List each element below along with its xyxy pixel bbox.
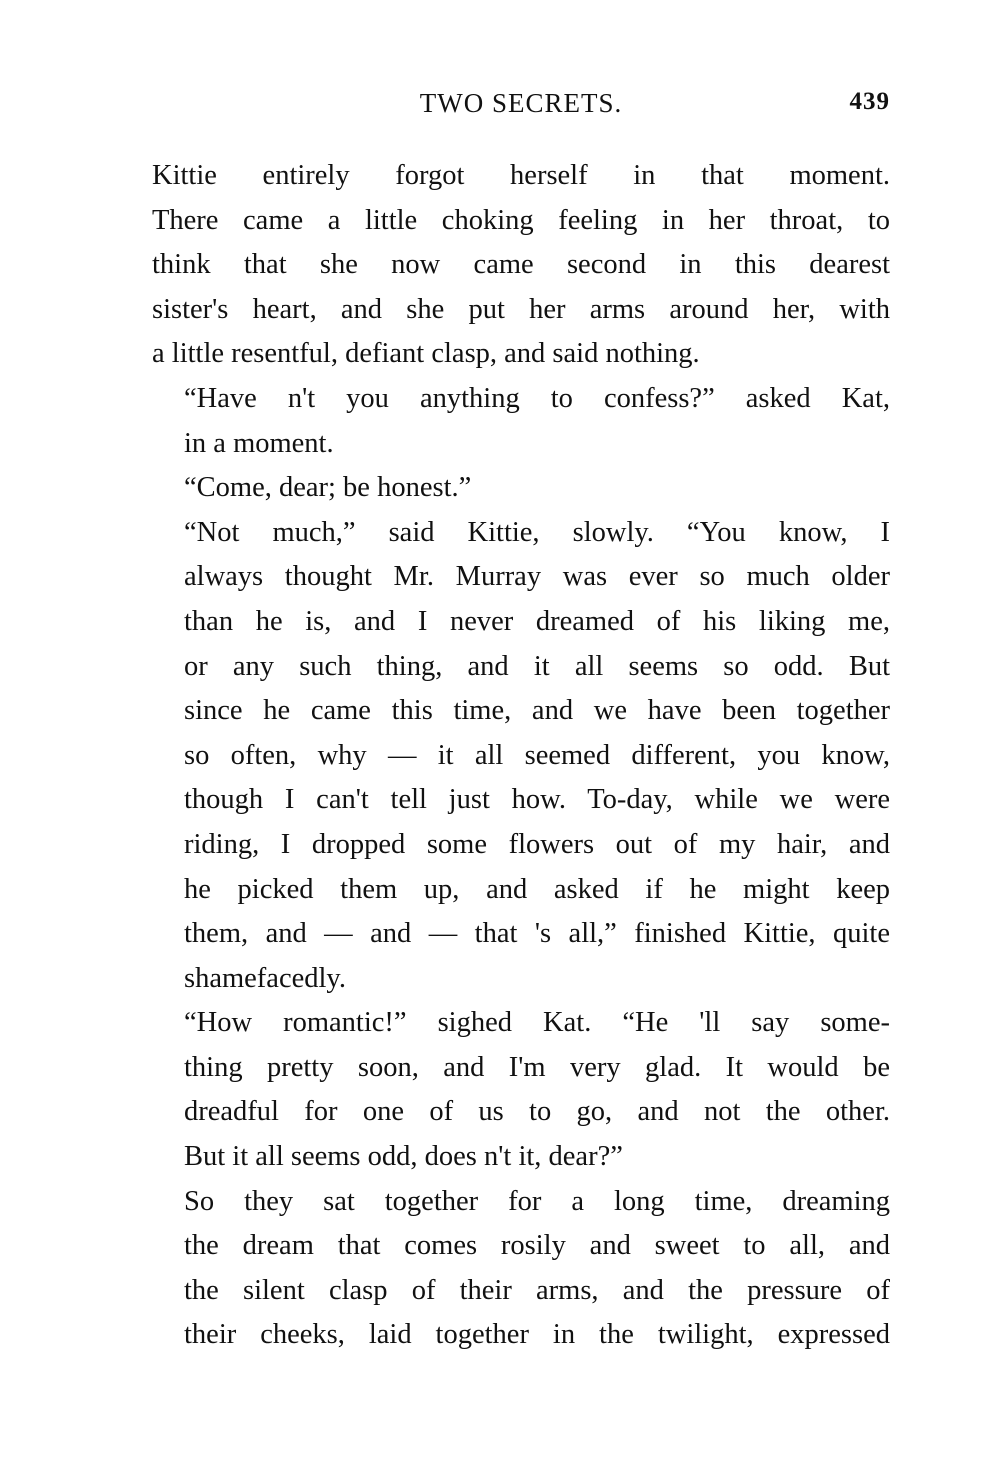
text-line: “How romantic!” sighed Kat. “He 'll say some- (184, 1007, 890, 1039)
text-line: in a moment. (184, 427, 334, 459)
text-line: think that she now came second in this dearest (152, 249, 890, 281)
text-line: their cheeks, laid together in the twilight, expressed (184, 1319, 890, 1351)
text-line: So they sat together for a long time, dreaming (184, 1185, 890, 1217)
paragraph (152, 466, 890, 511)
text-line: thing pretty soon, and I'm very glad. It would be (184, 1051, 890, 1083)
text-line: “Come, dear; be honest.” (184, 472, 472, 504)
paragraph (152, 511, 890, 1002)
text-line: or any such thing, and it all seems so odd. But (184, 650, 890, 682)
text-line: he picked them up, and asked if he might keep (184, 873, 890, 905)
text-line: But it all seems odd, does n't it, dear?” (184, 1141, 623, 1173)
text-line: the dream that comes rosily and sweet to all, and (184, 1230, 890, 1262)
text-line: always thought Mr. Murray was ever so much older (184, 561, 890, 593)
paragraph (152, 377, 890, 466)
text-line: “Not much,” said Kittie, slowly. “You know, I (184, 516, 890, 548)
text-line: riding, I dropped some flowers out of my hair, and (184, 828, 890, 860)
body-text (152, 154, 890, 1358)
text-line: There came a little choking feeling in her throat, to (152, 204, 890, 236)
text-line: so often, why — it all seemed different, you know, (184, 739, 890, 771)
text-line: dreadful for one of us to go, and not the other. (184, 1096, 890, 1128)
text-line: sister's heart, and she put her arms around her, with (152, 293, 890, 325)
text-line: Kittie entirely forgot herself in that moment. (152, 160, 890, 191)
paragraph (152, 1001, 890, 1179)
text-line: the silent clasp of their arms, and the pressure of (184, 1274, 890, 1306)
paragraph (152, 1180, 890, 1358)
running-title: TWO SECRETS. (419, 88, 623, 118)
paragraph (152, 154, 890, 377)
text-line: than he is, and I never dreamed of his liking me, (184, 605, 890, 637)
text-line: since he came this time, and we have been together (184, 695, 890, 727)
text-line: them, and — and — that 's all,” finished Kittie, quite (184, 918, 890, 950)
text-line: “Have n't you anything to confess?” asked Kat, (184, 382, 890, 414)
text-line: though I can't tell just how. To-day, while we were (184, 784, 890, 816)
page-number: 439 (849, 88, 890, 115)
running-head (152, 88, 890, 124)
text-line: a little resentful, defiant clasp, and said nothing. (152, 338, 700, 370)
text-line: shamefacedly. (184, 962, 346, 994)
